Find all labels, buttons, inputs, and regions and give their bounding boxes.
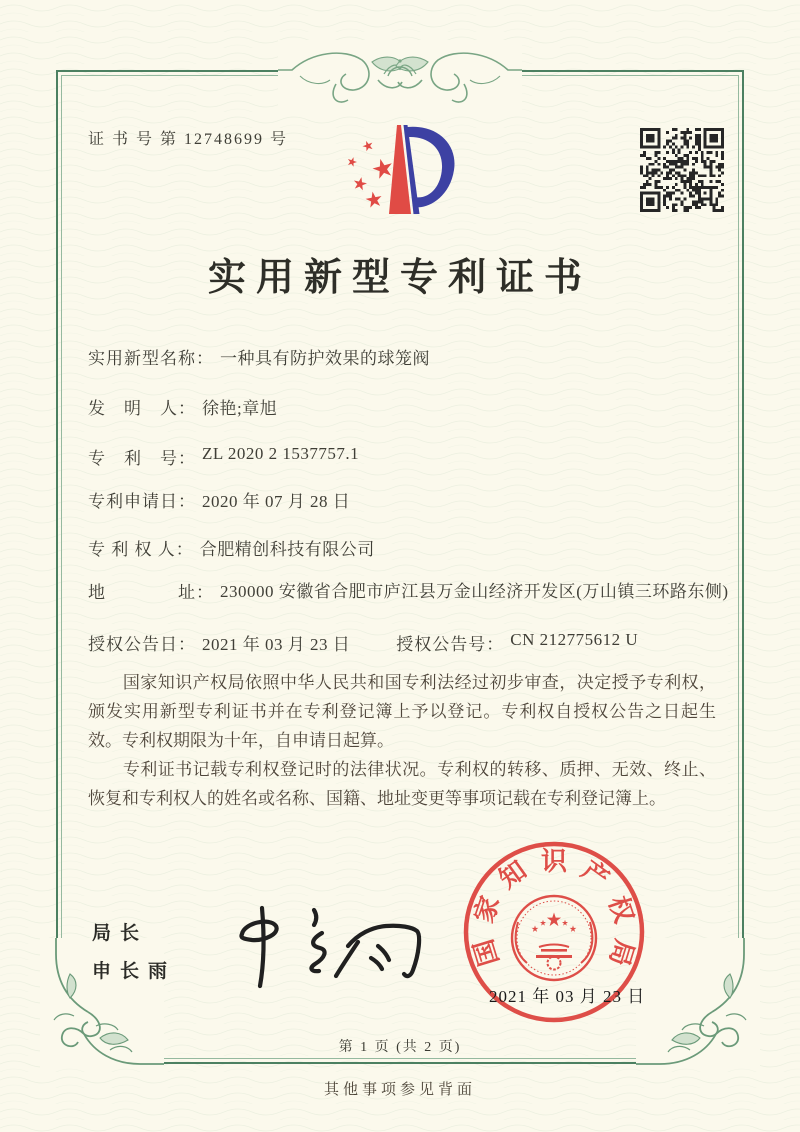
field-label: 专 利 号： (88, 449, 196, 468)
svg-text:国: 国 (468, 935, 505, 970)
svg-text:产: 产 (576, 855, 615, 895)
svg-text:知: 知 (493, 855, 532, 895)
page-number: 第 1 页 (共 2 页) (338, 1040, 462, 1055)
field-label: 发 明 人： (88, 399, 196, 418)
field-value: ZL 2020 2 1537757.1 (202, 444, 360, 463)
field-value: 230000 安徽省合肥市庐江县万金山经济开发区(万山镇三环路东侧) (220, 582, 729, 601)
field-label: 专利申请日： (88, 492, 196, 511)
svg-text:家: 家 (469, 892, 506, 927)
back-side-note: 其他事项参见背面 (323, 1082, 476, 1098)
field-value: 一种具有防护效果的球笼阀 (220, 349, 430, 368)
certificate-title: 实用新型专利证书 (207, 257, 592, 299)
top-flourish-ornament (278, 40, 522, 112)
legal-paragraph-2: 专利证书记载专利权登记时的法律状况。专利权的转移、质押、无效、终止、恢复和专利权人的姓名或名称、国籍、地址变更等事项记载在专利登记簿上。 (88, 760, 716, 808)
legal-paragraph-1: 国家知识产权局依照中华人民共和国专利法经过初步审查，决定授予专利权，颁发实用新型专利证书并在专利登记簿上予以登记。专利权自授权公告之日起生效。专利权期限为十年，自申请日起算。 (88, 673, 716, 750)
field-value: 2021 年 03 月 23 日 (202, 635, 351, 654)
field-label: 授权公告号： (396, 635, 505, 654)
field-label: 授权公告日： (88, 635, 196, 654)
cnipa-logo-icon (336, 112, 470, 228)
director-signature-icon (222, 886, 438, 992)
field-label: 实用新型名称： (88, 349, 214, 368)
field-value: 2020 年 07 月 28 日 (202, 492, 351, 511)
director-title: 局长 (92, 923, 149, 944)
field-utility-model-name (88, 344, 430, 369)
field-patentee (88, 535, 375, 560)
legal-text-block (88, 668, 716, 813)
field-label: 地 址： (88, 583, 214, 602)
svg-text:识: 识 (540, 847, 568, 876)
seal-date: 2021 年 03 月 23 日 (489, 987, 646, 1006)
field-address (88, 578, 750, 605)
field-value: 合肥精创科技有限公司 (199, 540, 375, 559)
certificate-number: 证 书 号 第 12748699 号 (88, 131, 289, 148)
field-value: 徐艳;章旭 (202, 399, 278, 418)
field-patent-number (88, 444, 359, 469)
svg-text:局: 局 (603, 935, 640, 970)
qr-code (640, 128, 724, 212)
field-value: CN 212775612 U (510, 630, 639, 649)
field-inventors (88, 394, 277, 419)
field-label: 专 利 权 人： (88, 540, 194, 559)
svg-text:权: 权 (602, 892, 639, 927)
field-filing-date (88, 487, 350, 512)
field-grant-publication (88, 630, 638, 655)
director-name: 申长雨 (92, 961, 177, 982)
